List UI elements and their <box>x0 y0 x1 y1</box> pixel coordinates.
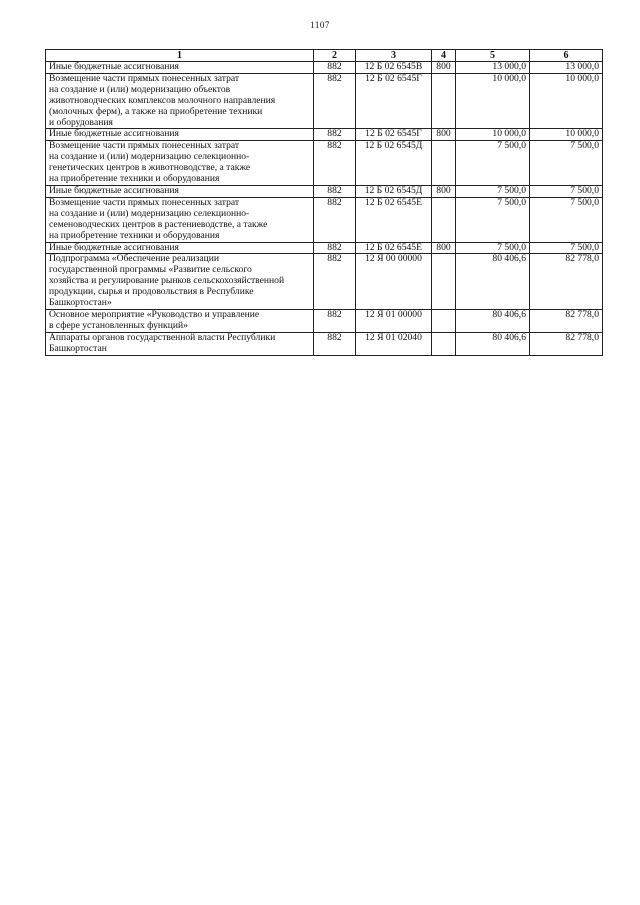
row-name-cell <box>46 141 314 186</box>
amount-cell-col6: 7 500,0 <box>530 185 603 197</box>
target-code-cell: 12 Б 02 6545Д <box>356 185 432 197</box>
target-code-cell: 12 Б 02 6545Е <box>356 242 432 254</box>
row-name-cell <box>46 332 314 355</box>
row-name-cell <box>46 309 314 332</box>
row-name-line: Иные бюджетные ассигнования <box>49 61 179 72</box>
row-name-line: Иные бюджетные ассигнования <box>49 184 179 196</box>
target-code-cell: 12 Я 01 00000 <box>356 309 432 332</box>
row-name-line: генетических центров в животноводстве, а также <box>49 162 251 174</box>
row-name-line: Основное мероприятие «Руководство и управление <box>49 308 260 320</box>
amount-cell-col6: 10 000,0 <box>530 129 603 141</box>
page-number: 1107 <box>310 20 330 30</box>
row-name-line: Башкортостан» <box>49 297 112 309</box>
target-code-cell: 12 Я 00 00000 <box>356 254 432 310</box>
expense-type-cell <box>432 141 456 186</box>
amount-cell-col5: 7 500,0 <box>456 185 530 197</box>
row-name-line: и оборудования <box>49 116 113 128</box>
table-row <box>46 254 603 310</box>
table-row <box>46 309 603 332</box>
column-header: 1 <box>46 50 314 62</box>
target-code-cell: 12 Б 02 6545Д <box>356 141 432 186</box>
target-code-cell: 12 Я 01 02040 <box>356 332 432 355</box>
expense-type-cell <box>432 254 456 310</box>
row-name-line: (молочных ферм), а также на приобретение техники <box>49 105 263 117</box>
amount-cell-col5: 80 406,6 <box>456 332 530 355</box>
column-header: 6 <box>530 50 603 62</box>
row-name-line: Башкортостан <box>49 342 107 354</box>
table-header-row <box>46 50 603 62</box>
row-name-cell <box>46 242 314 254</box>
admin-code-cell: 882 <box>314 185 356 197</box>
row-name-cell <box>46 129 314 141</box>
row-name-line: на создание и (или) модернизацию селекционно- <box>49 207 250 219</box>
target-code-cell: 12 Б 02 6545Г <box>356 129 432 141</box>
amount-cell-col6: 10 000,0 <box>530 73 603 129</box>
amount-cell-col5: 7 500,0 <box>456 197 530 242</box>
row-name-line: Возмещение части прямых понесенных затрат <box>49 72 240 84</box>
row-name-line: Аппараты органов государственной власти Республики <box>49 331 276 343</box>
expense-type-cell <box>432 309 456 332</box>
row-name-line: на приобретение техники и оборудования <box>49 229 220 241</box>
row-name-line: Иные бюджетные ассигнования <box>49 241 179 253</box>
row-name-line: государственной программы «Развитие сельского <box>49 264 252 276</box>
admin-code-cell: 882 <box>314 62 356 74</box>
row-name-cell <box>46 197 314 242</box>
column-header: 5 <box>456 50 530 62</box>
table-row <box>46 129 603 141</box>
amount-cell-col6: 13 000,0 <box>530 62 603 74</box>
table-row <box>46 62 603 74</box>
row-name-line: хозяйства и регулирование рынков сельскохозяйственной <box>49 275 285 287</box>
admin-code-cell: 882 <box>314 141 356 186</box>
admin-code-cell: 882 <box>314 197 356 242</box>
target-code-cell: 12 Б 02 6545Г <box>356 73 432 129</box>
amount-cell-col5: 10 000,0 <box>456 73 530 129</box>
expense-type-cell: 800 <box>432 62 456 74</box>
target-code-cell: 12 Б 02 6545Е <box>356 197 432 242</box>
row-name-line: продукции, сырья и продовольствия в Республике <box>49 286 254 298</box>
expense-type-cell <box>432 197 456 242</box>
amount-cell-col6: 82 778,0 <box>530 309 603 332</box>
column-header: 2 <box>314 50 356 62</box>
table-row <box>46 73 603 129</box>
expense-type-cell: 800 <box>432 129 456 141</box>
budget-table <box>45 49 603 356</box>
amount-cell-col5: 7 500,0 <box>456 141 530 186</box>
amount-cell-col5: 13 000,0 <box>456 62 530 74</box>
table-row <box>46 197 603 242</box>
row-name-line: животноводческих комплексов молочного направления <box>49 94 276 106</box>
amount-cell-col6: 7 500,0 <box>530 242 603 254</box>
table-row <box>46 185 603 197</box>
admin-code-cell: 882 <box>314 332 356 355</box>
row-name-line: Возмещение части прямых понесенных затрат <box>49 196 240 208</box>
row-name-line: на создание и (или) модернизацию объектов <box>49 83 231 95</box>
amount-cell-col5: 10 000,0 <box>456 129 530 141</box>
row-name-line: Возмещение части прямых понесенных затрат <box>49 140 240 152</box>
expense-type-cell: 800 <box>432 242 456 254</box>
expense-type-cell <box>432 332 456 355</box>
row-name-line: Подпрограмма «Обеспечение реализации <box>49 253 220 265</box>
amount-cell-col5: 80 406,6 <box>456 309 530 332</box>
amount-cell-col6: 82 778,0 <box>530 254 603 310</box>
row-name-line: Иные бюджетные ассигнования <box>49 128 179 140</box>
row-name-cell <box>46 62 314 74</box>
table-row <box>46 242 603 254</box>
target-code-cell: 12 Б 02 6545В <box>356 62 432 74</box>
row-name-line: семеноводческих центров в растениеводстве, а также <box>49 218 268 230</box>
column-header: 3 <box>356 50 432 62</box>
row-name-line: на создание и (или) модернизацию селекционно- <box>49 151 250 163</box>
row-name-cell <box>46 73 314 129</box>
admin-code-cell: 882 <box>314 129 356 141</box>
amount-cell-col5: 80 406,6 <box>456 254 530 310</box>
expense-type-cell <box>432 73 456 129</box>
table-row <box>46 332 603 355</box>
row-name-cell <box>46 185 314 197</box>
admin-code-cell: 882 <box>314 254 356 310</box>
amount-cell-col5: 7 500,0 <box>456 242 530 254</box>
column-header: 4 <box>432 50 456 62</box>
row-name-line: на приобретение техники и оборудования <box>49 173 220 185</box>
expense-type-cell: 800 <box>432 185 456 197</box>
row-name-line: в сфере установленных функций» <box>49 319 188 331</box>
amount-cell-col6: 7 500,0 <box>530 197 603 242</box>
row-name-cell <box>46 254 314 310</box>
admin-code-cell: 882 <box>314 309 356 332</box>
admin-code-cell: 882 <box>314 242 356 254</box>
admin-code-cell: 882 <box>314 73 356 129</box>
amount-cell-col6: 82 778,0 <box>530 332 603 355</box>
amount-cell-col6: 7 500,0 <box>530 141 603 186</box>
table-row <box>46 141 603 186</box>
